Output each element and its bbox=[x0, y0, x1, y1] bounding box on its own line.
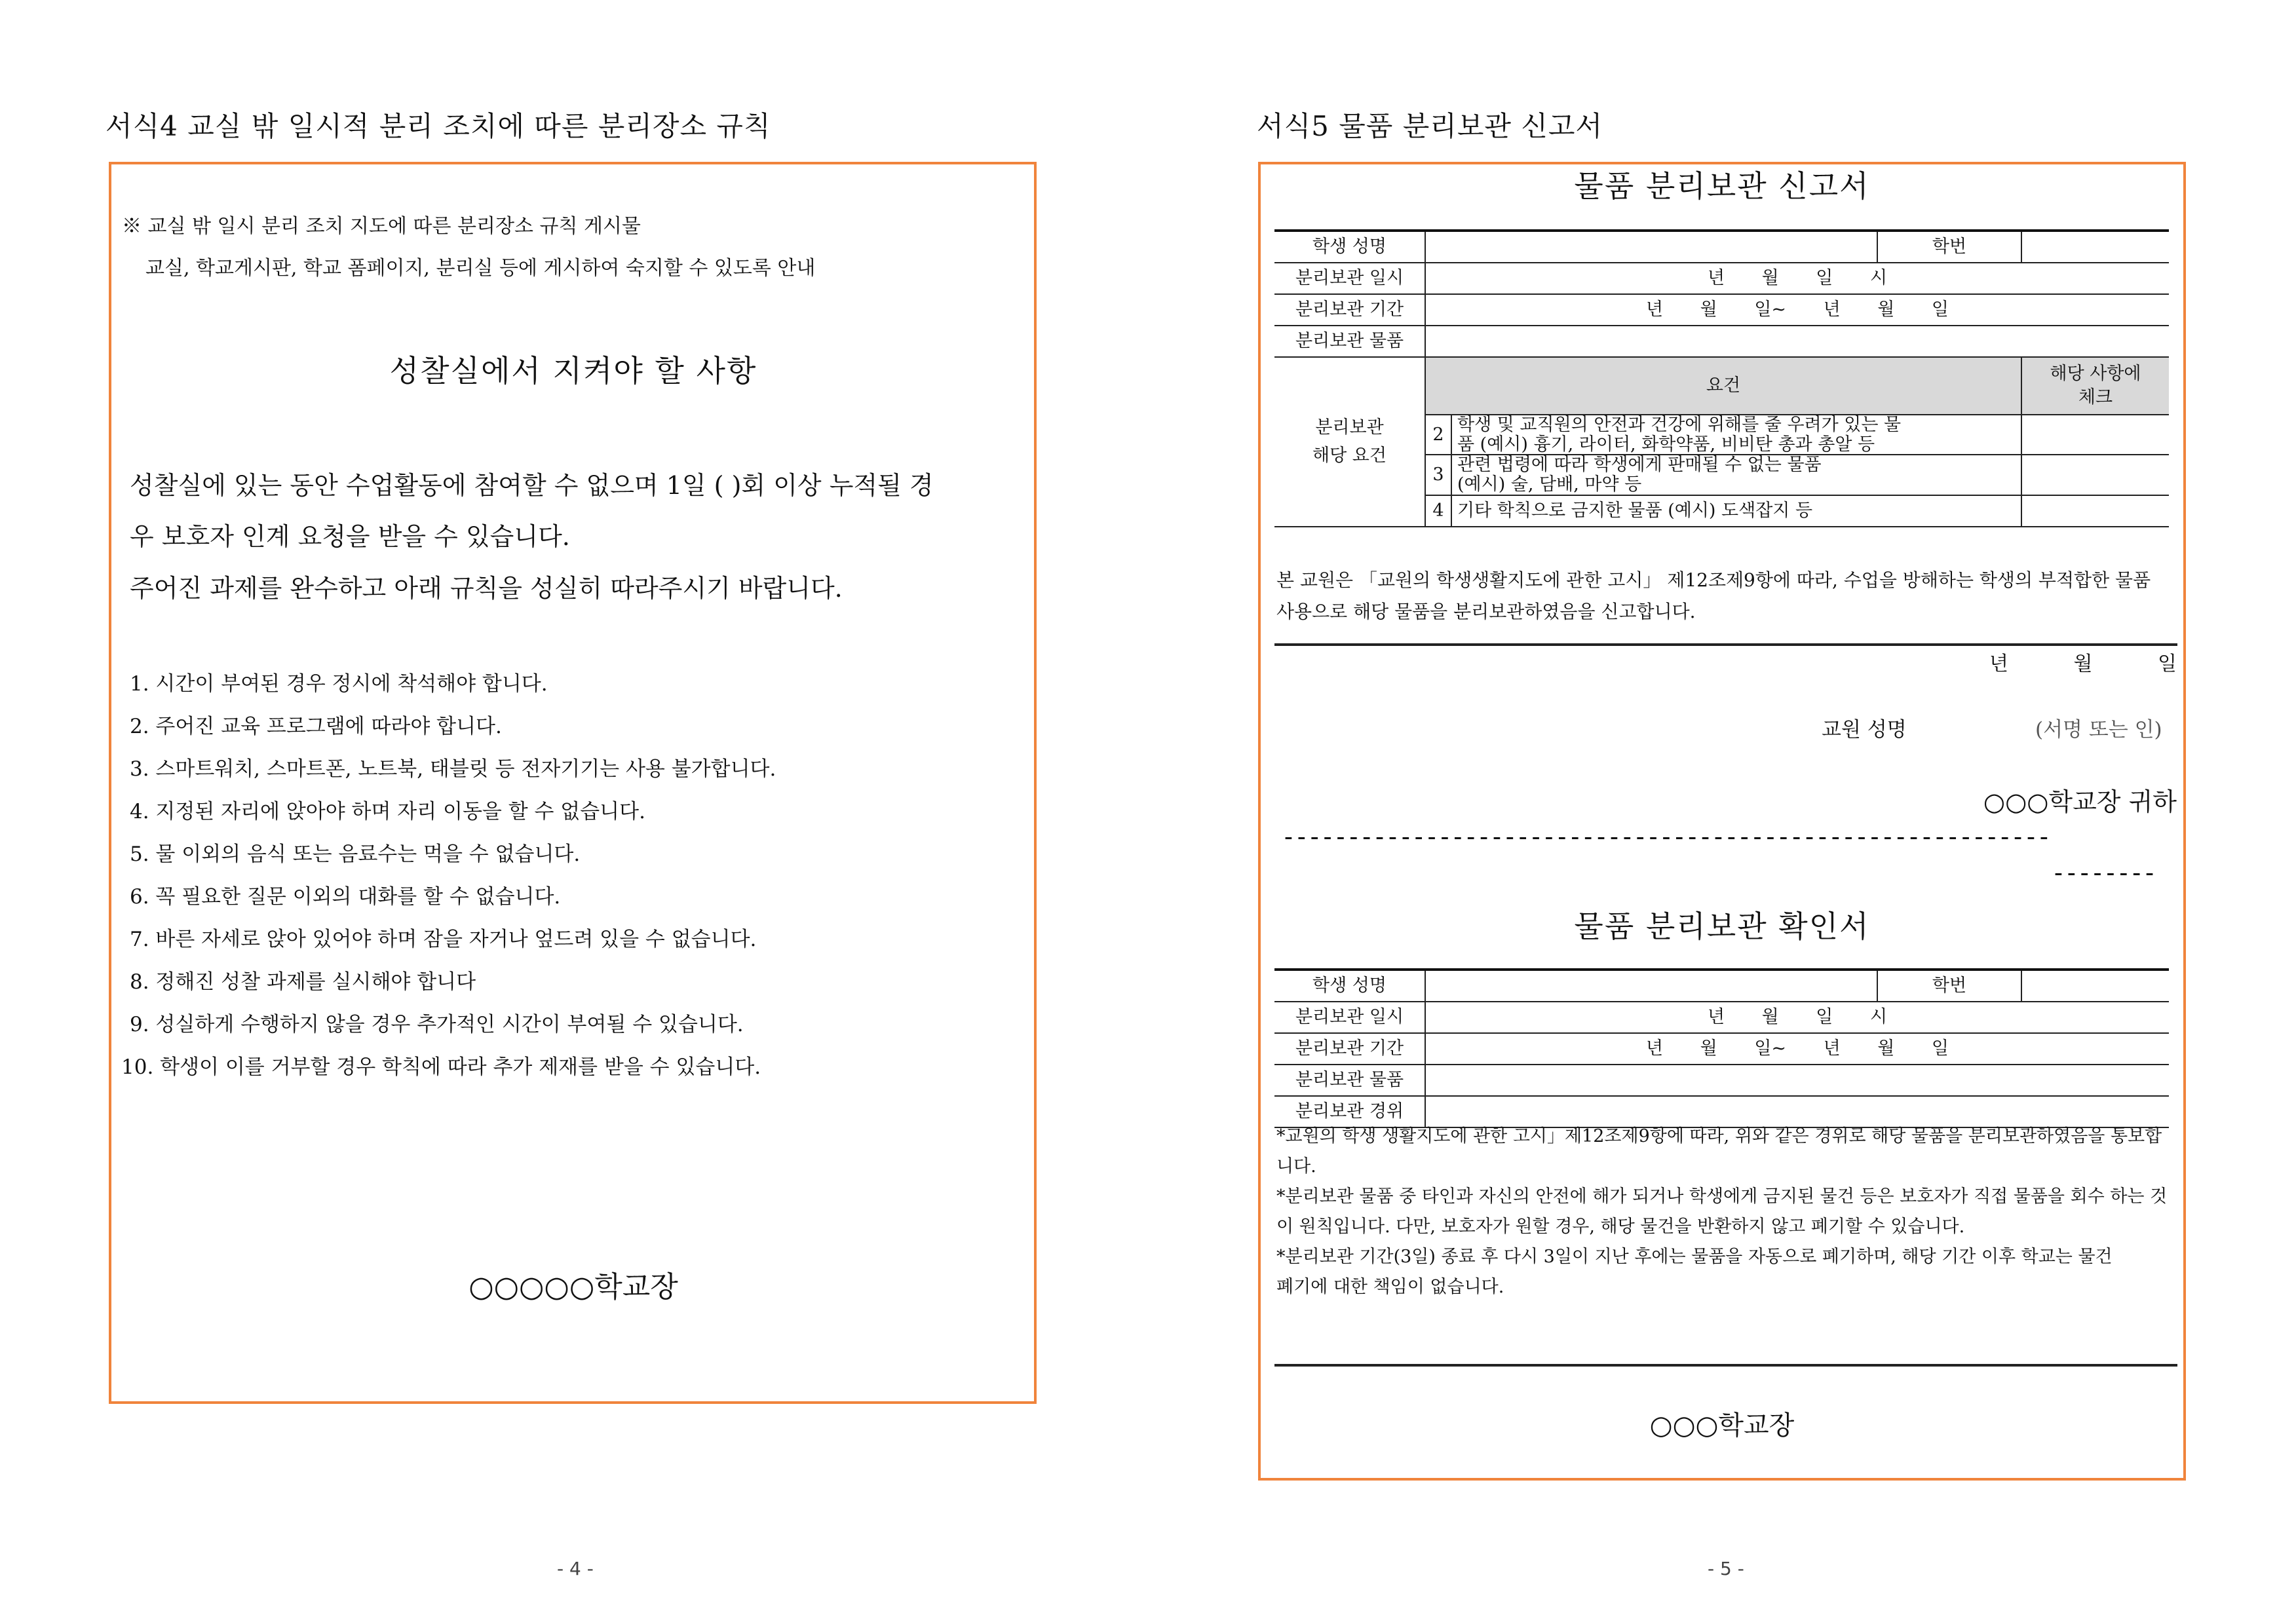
confirmation-notes bbox=[1276, 1122, 2169, 1302]
teacher-name-label: 교원 성명 bbox=[1822, 718, 1907, 742]
period-label: 분리보관 기간 bbox=[1274, 294, 1425, 326]
check-header-line: 해당 사항에 bbox=[2050, 364, 2141, 385]
teacher-signature-field[interactable]: (서명 또는 인) bbox=[2035, 718, 2162, 742]
student-name-label: 학생 성명 bbox=[1274, 970, 1425, 1002]
item-field[interactable] bbox=[1425, 1065, 2169, 1096]
check-header-line: 체크 bbox=[2078, 387, 2113, 407]
item-label: 분리보관 물품 bbox=[1274, 326, 1425, 357]
check-header bbox=[2021, 357, 2169, 415]
requirement-line: 기타 학칙으로 금지한 물품 (예시) 도색잡지 등 bbox=[1457, 500, 1813, 521]
item-field[interactable] bbox=[1425, 326, 2169, 357]
period-field[interactable]: 년 월 일~ 년 월 일 bbox=[1425, 1033, 2169, 1065]
rule-item: 7. 바른 자세로 앉아 있어야 하며 잠을 자거나 엎드려 있을 수 없습니다. bbox=[130, 928, 757, 951]
date-label: 분리보관 일시 bbox=[1274, 263, 1425, 294]
student-id-field[interactable] bbox=[2021, 970, 2169, 1002]
requirement-text bbox=[1451, 495, 2021, 527]
requirement-label-line: 분리보관 bbox=[1315, 417, 1384, 438]
student-name-field[interactable] bbox=[1425, 231, 1877, 263]
requirement-label-line: 해당 요건 bbox=[1312, 445, 1387, 466]
notice-line: ※ 교실 밖 일시 분리 조치 지도에 따른 분리장소 규칙 게시물 bbox=[122, 215, 641, 238]
school-signature: ○○○○○학교장 bbox=[469, 1270, 678, 1304]
divider-line bbox=[1274, 1364, 2177, 1367]
item-label: 분리보관 물품 bbox=[1274, 1065, 1425, 1096]
rule-item: 6. 꼭 필요한 질문 이외의 대화를 할 수 없습니다. bbox=[130, 885, 561, 909]
rule-item: 9. 성실하게 수행하지 않을 경우 추가적인 시간이 부여될 수 있습니다. bbox=[130, 1013, 744, 1036]
rule-item: 1. 시간이 부여된 경우 정시에 착석해야 합니다. bbox=[130, 672, 548, 696]
student-id-field[interactable] bbox=[2021, 231, 2169, 263]
intro-line: 주어진 과제를 완수하고 아래 규칙을 성실히 따라주시기 바랍니다. bbox=[130, 574, 843, 603]
page-heading-form5: 서식5 물품 분리보관 신고서 bbox=[1257, 110, 1603, 142]
intro-line: 성찰실에 있는 동안 수업활동에 참여할 수 없으며 1일 ( )회 이상 누적될 경 bbox=[130, 471, 934, 500]
student-id-label: 학번 bbox=[1877, 970, 2021, 1002]
report-addressee: ○○○학교장 귀하 bbox=[1983, 787, 2177, 816]
requirement-number: 2 bbox=[1425, 415, 1451, 455]
report-form-title: 물품 분리보관 신고서 bbox=[1574, 168, 1870, 204]
requirement-number: 4 bbox=[1425, 495, 1451, 527]
note-line: *분리보관 기간(3일) 종료 후 다시 3일이 지난 후에는 물품을 자동으로 폐기하며, 해당 기간 이후 학교는 물건 bbox=[1276, 1247, 2113, 1267]
requirement-label bbox=[1274, 357, 1425, 527]
student-name-label: 학생 성명 bbox=[1274, 231, 1425, 263]
rule-item: 5. 물 이외의 음식 또는 음료수는 먹을 수 없습니다. bbox=[130, 842, 581, 866]
student-name-field[interactable] bbox=[1425, 970, 1877, 1002]
rule-item: 10. 학생이 이를 거부할 경우 학칙에 따라 추가 제재를 받을 수 있습니다. bbox=[121, 1055, 761, 1079]
note-line: 폐기에 대한 책임이 없습니다. bbox=[1276, 1277, 1504, 1297]
requirement-line: 관련 법령에 따라 학생에게 판매될 수 없는 물품 bbox=[1457, 455, 1822, 476]
date-label: 분리보관 일시 bbox=[1274, 1002, 1425, 1033]
rule-item: 2. 주어진 교육 프로그램에 따라야 합니다. bbox=[130, 715, 502, 738]
period-label: 분리보관 기간 bbox=[1274, 1033, 1425, 1065]
school-signature: ○○○학교장 bbox=[1649, 1410, 1795, 1441]
notice-line: 교실, 학교게시판, 학교 폼페이지, 분리실 등에 게시하여 숙지할 수 있도록 안내 bbox=[145, 257, 816, 280]
page-number: - 5 - bbox=[1708, 1558, 1744, 1579]
note-line: *분리보관 물품 중 타인과 자신의 안전에 해가 되거나 학생에게 금지된 물건 등은 보호자가 직접 물품을 회수 하는 것이 원칙입니다. 다만, 보호자가 원할 경우, 해당 물건을 반환하지 않고 폐기할 수 있습니다. bbox=[1276, 1186, 2168, 1237]
page-number: - 4 - bbox=[557, 1558, 594, 1579]
rules-title: 성찰실에서 지켜야 할 사항 bbox=[389, 353, 757, 388]
requirement-text bbox=[1451, 455, 2021, 495]
requirement-check[interactable] bbox=[2021, 455, 2169, 495]
student-id-label: 학번 bbox=[1877, 231, 2021, 263]
cut-line: ----------------------------------------------------------- bbox=[1281, 822, 2050, 851]
reason-label: 분리보관 경위 bbox=[1274, 1096, 1425, 1127]
report-date: 년 월 일 bbox=[1989, 652, 2177, 675]
confirmation-form-title: 물품 분리보관 확인서 bbox=[1574, 909, 1870, 944]
divider-line bbox=[1274, 643, 2177, 646]
report-statement: 본 교원은 「교원의 학생생활지도에 관한 고시」 제12조제9항에 따라, 수업을 방해하는 학생의 부적합한 물품 사용으로 해당 물품을 분리보관하였음을 신고합니다. bbox=[1276, 569, 2151, 622]
note-line: *교원의 학생 생활지도에 관한 고시」제12조제9항에 따라, 위와 같은 경위로 해당 물품을 분리보관하였음을 통보합니다. bbox=[1276, 1126, 2162, 1177]
rule-item: 3. 스마트워치, 스마트폰, 노트북, 태블릿 등 전자기기는 사용 불가합니다. bbox=[130, 757, 776, 781]
requirement-line: 품 (예시) 흉기, 라이터, 화학약품, 비비탄 총과 총알 등 bbox=[1457, 434, 1875, 455]
intro-line: 우 보호자 인계 요청을 받을 수 있습니다. bbox=[130, 522, 570, 551]
date-field[interactable]: 년 월 일 시 bbox=[1425, 263, 2169, 294]
page-heading-form4: 서식4 교실 밖 일시적 분리 조치에 따른 분리장소 규칙 bbox=[105, 110, 771, 142]
confirmation-form-table bbox=[1274, 968, 2169, 1128]
period-field[interactable]: 년 월 일~ 년 월 일 bbox=[1425, 294, 2169, 326]
date-field[interactable]: 년 월 일 시 bbox=[1425, 1002, 2169, 1033]
requirement-header: 요건 bbox=[1425, 357, 2021, 415]
report-form-table bbox=[1274, 229, 2169, 527]
requirement-number: 3 bbox=[1425, 455, 1451, 495]
requirement-line: 학생 및 교직원의 안전과 건강에 위해를 줄 우려가 있는 물 bbox=[1457, 415, 1902, 435]
requirement-check[interactable] bbox=[2021, 495, 2169, 527]
requirement-check[interactable] bbox=[2021, 415, 2169, 455]
cut-line: -------- bbox=[2051, 858, 2156, 887]
requirement-line: (예시) 술, 담배, 마약 등 bbox=[1457, 474, 1642, 495]
rule-item: 4. 지정된 자리에 앉아야 하며 자리 이동을 할 수 없습니다. bbox=[130, 800, 645, 823]
requirement-text bbox=[1451, 415, 2021, 455]
rule-item: 8. 정해진 성찰 과제를 실시해야 합니다 bbox=[130, 970, 476, 994]
